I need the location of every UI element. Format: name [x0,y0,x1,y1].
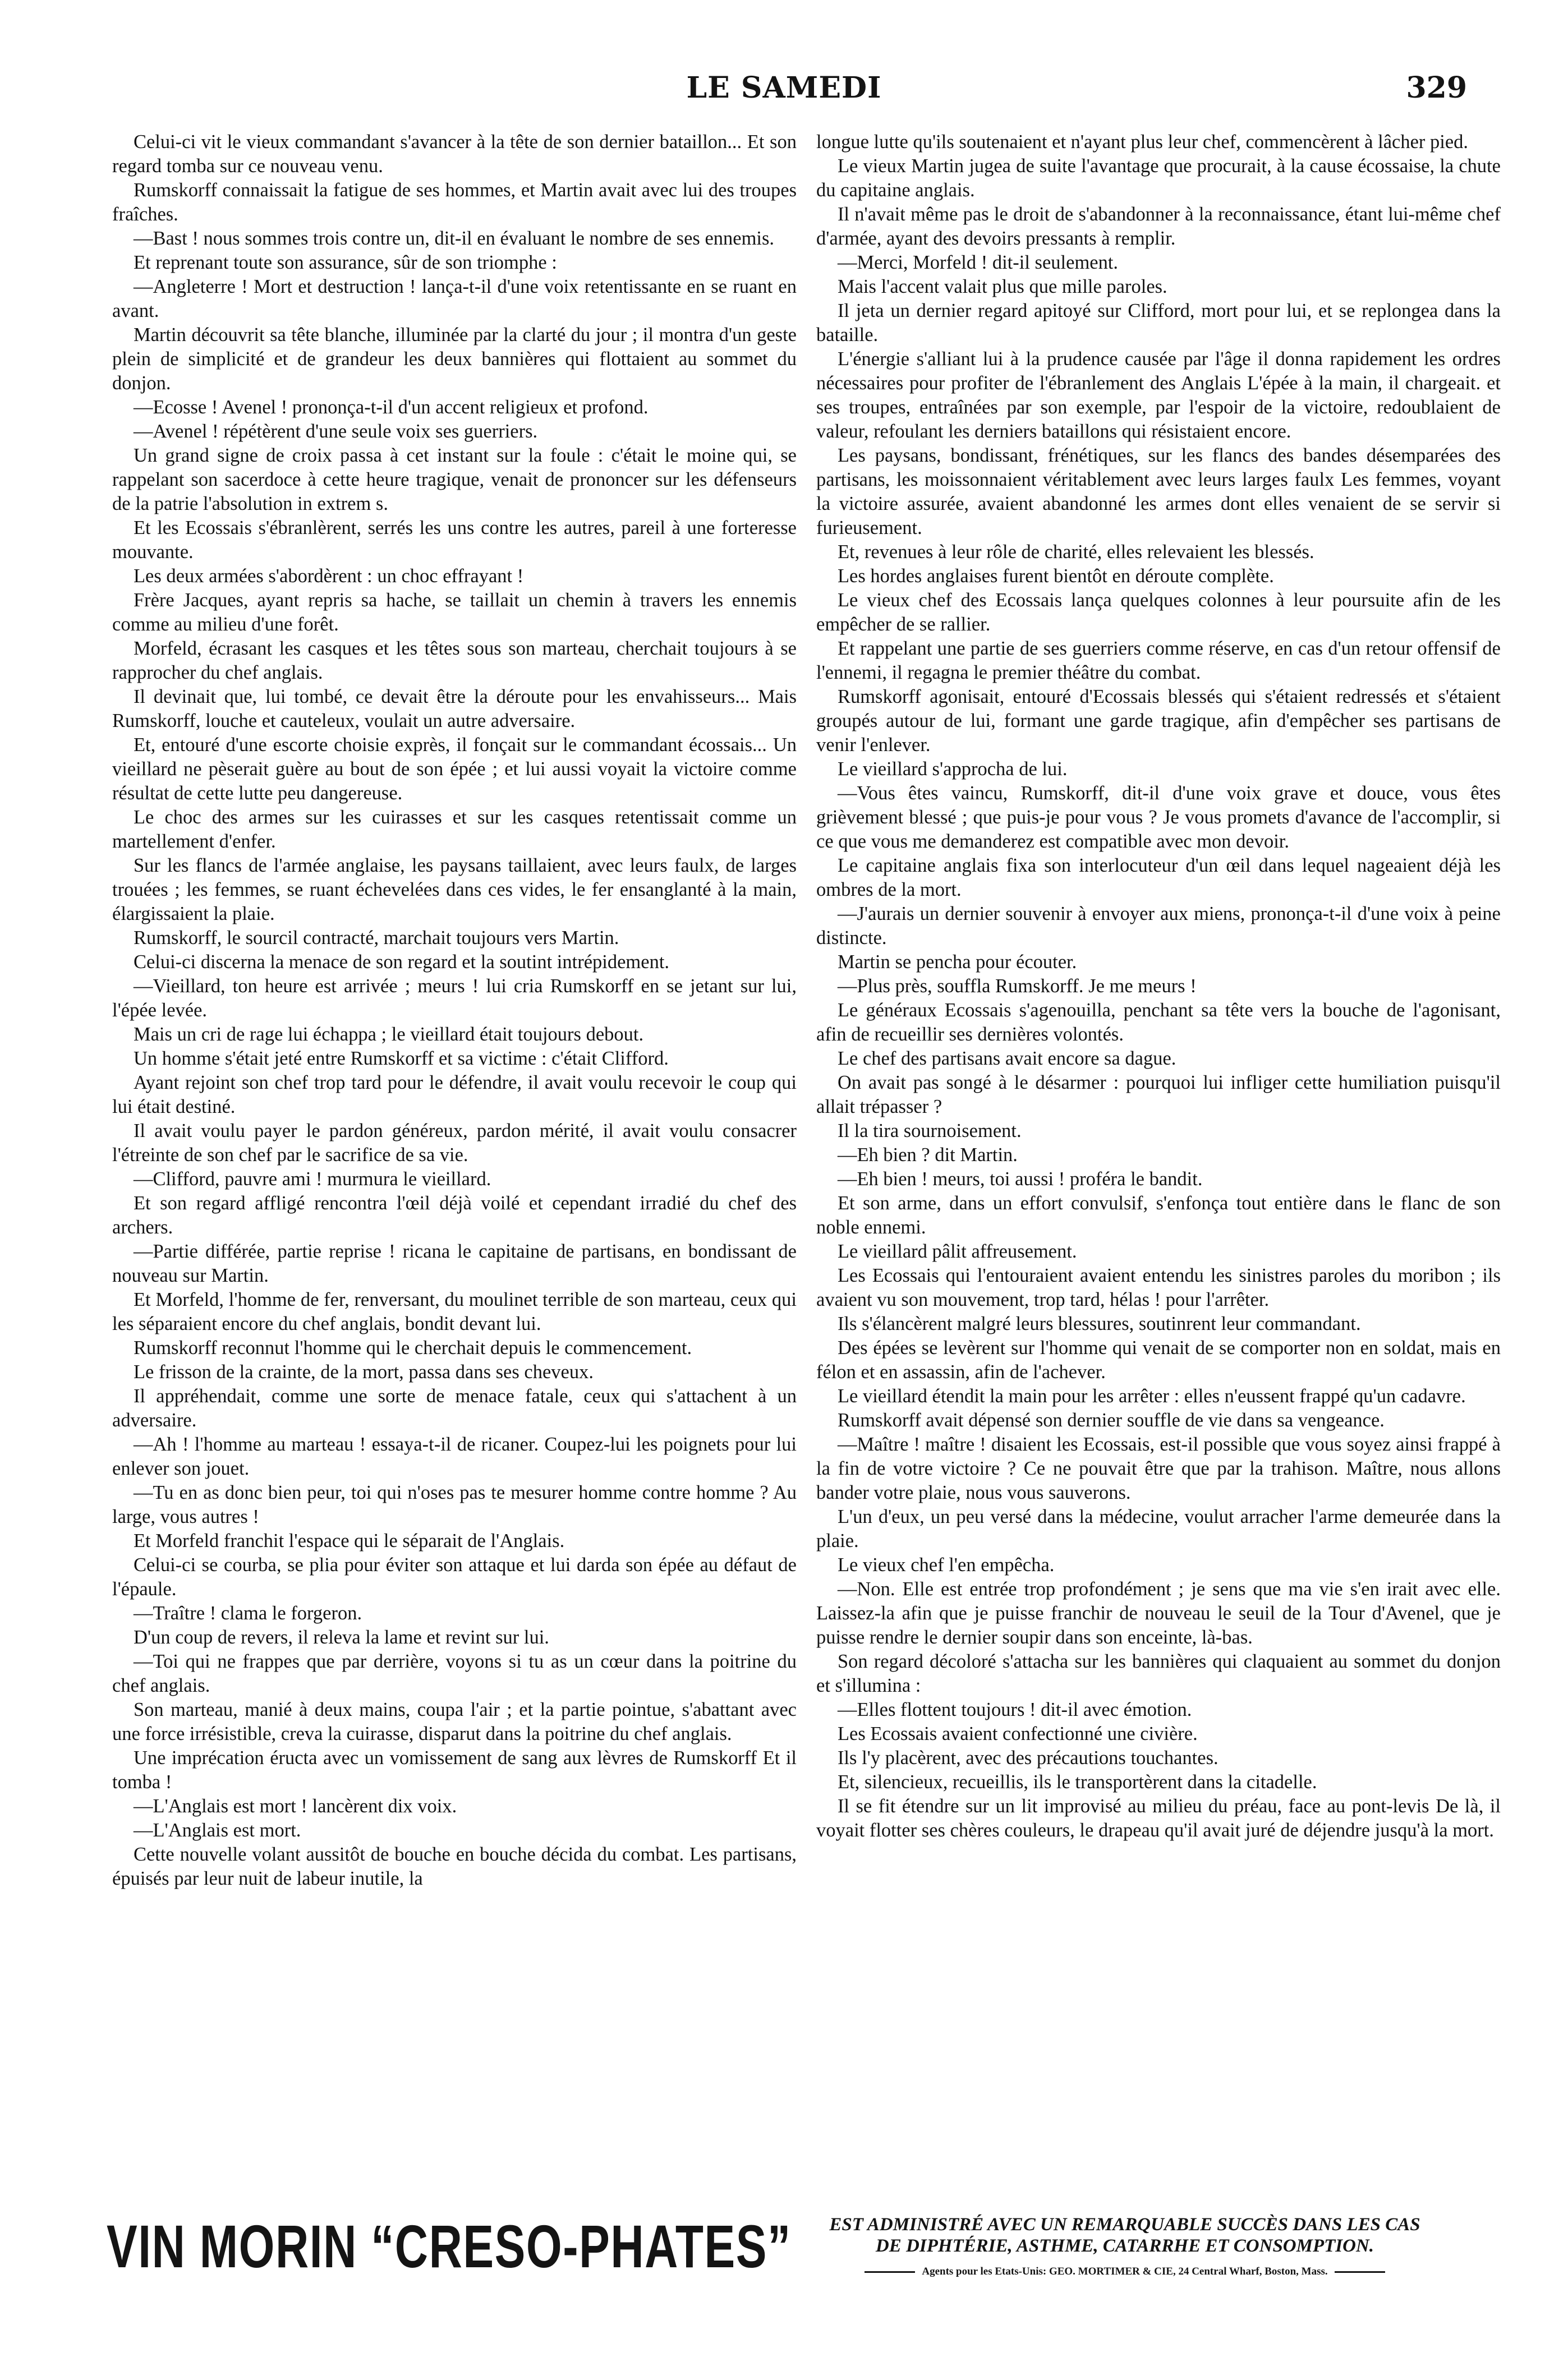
ad-description [788,2214,1461,2257]
paragraph: Il appréhendait, comme une sorte de menace fatale, ceux qui s'attachent à un adversaire. [112,1385,797,1431]
paragraph: Et son arme, dans un effort convulsif, s'enfonça tout entière dans le flanc de son noble ennemi. [816,1193,1501,1238]
paragraph: Le choc des armes sur les cuirasses et sur les casques retentissait comme un martellement d'enfer. [112,807,797,852]
paragraph: Et les Ecossais s'ébranlèrent, serrés les uns contre les autres, pareil à une forteresse mouvante. [112,517,797,563]
paragraph: On avait pas songé à le désarmer : pourquoi lui infliger cette humiliation puisqu'il allait trépasser ? [816,1072,1501,1117]
paragraph: Le capitaine anglais fixa son interlocuteur d'un œil dans lequel nageaient déjà les ombres de la mort. [816,855,1501,900]
paragraph: Il se fit étendre sur un lit improvisé au milieu du préau, face au pont-levis De là, il voyait flotter ses chères couleurs, le drapeau qu'il avait juré de déjendre jusqu'à la mort. [816,1796,1501,1841]
paragraph: Le vieillard pâlit affreusement. [837,1241,1077,1262]
paragraph: Le vieux chef des Ecossais lança quelques colonnes à leur poursuite afin de les empêcher de se rallier. [816,590,1501,635]
paragraph: Il n'avait même pas le droit de s'abandonner à la reconnaissance, étant lui-même chef d'armée, ayant des devoirs pressants à remplir. [816,204,1501,249]
paragraph: —Eh bien ! meurs, toi aussi ! proféra le bandit. [837,1168,1203,1190]
paragraph: —L'Anglais est mort ! lancèrent dix voix. [133,1796,457,1817]
paragraph: Les Ecossais qui l'entouraient avaient entendu les sinistres paroles du moribon ; ils avaient vu son mouvement, trop tard, hélas ! pour l'arrêter. [816,1265,1501,1310]
paragraph: —Traître ! clama le forgeron. [133,1603,362,1624]
paragraph: Ils s'élancèrent malgré leurs blessures, soutinrent leur commandant. [837,1313,1361,1334]
paragraph: —Non. Elle est entrée trop profondément ; je sens que ma vie s'en irait avec elle. Laissez-la afin que je puisse franchir de nouveau le seuil de la Tour d'Avenel, que je puisse rendre le dernier soupir dans son enceinte, là-bas. [816,1578,1501,1648]
paragraph: Il la tira sournoisement. [837,1120,1022,1141]
paragraph: Les hordes anglaises furent bientôt en déroute complète. [837,565,1274,587]
paragraph: Il jeta un dernier regard apitoyé sur Clifford, mort pour lui, et se replongea dans la bataille. [816,300,1501,346]
paragraph: —Vieillard, ton heure est arrivée ; meurs ! lui cria Rumskorff en se jetant sur lui, l'épée levée. [112,975,797,1021]
paragraph: Le frisson de la crainte, de la mort, passa dans ses cheveux. [133,1361,594,1383]
paragraph: Et, silencieux, recueillis, ils le transportèrent dans la citadelle. [837,1771,1317,1793]
paragraph: Ayant rejoint son chef trop tard pour le défendre, il avait voulu recevoir le coup qui lui était destiné. [112,1072,797,1117]
paragraph: —Elles flottent toujours ! dit-il avec émotion. [837,1699,1192,1720]
rule-left [865,2271,915,2273]
left-column [112,130,797,1891]
paragraph: Sur les flancs de l'armée anglaise, les paysans taillaient, avec leurs faulx, de larges trouées ; les femmes, se ruant échevelées dans ces vides, le fer ensanglanté à la main, élargissaient la plaie. [112,855,797,924]
ad-text-line-1: EST ADMINISTRÉ AVEC UN REMARQUABLE SUCCÈS DANS LES CAS [829,2215,1420,2235]
paragraph: Il devinait que, lui tombé, ce devait être la déroute pour les envahisseurs... Mais Rumskorff, louche et cauteleux, voulait un autre adversaire. [112,686,797,731]
paragraph: Cette nouvelle volant aussitôt de bouche en bouche décida du combat. Les partisans, épuisés par leur nuit de labeur inutile, la [112,1844,797,1889]
ad-brand-name: VIN MORIN “CRESO-PHATES” [107,2212,792,2280]
paragraph: Des épées se levèrent sur l'homme qui venait de se comporter non en soldat, mais en félon et en assassin, afin de l'achever. [816,1337,1501,1383]
paragraph: Le vieux chef l'en empêcha. [837,1554,1055,1576]
paragraph: Mais l'accent valait plus que mille paroles. [837,276,1167,297]
paragraph: Son marteau, manié à deux mains, coupa l'air ; et la partie pointue, s'abattant avec une force irrésistible, creva la cuirasse, disparut dans la poitrine du chef anglais. [112,1699,797,1744]
publication-title: LE SAMEDI [686,71,882,105]
rule-right [1335,2271,1385,2273]
paragraph: Les Ecossais avaient confectionné une civière. [837,1723,1198,1744]
paragraph: Le généraux Ecossais s'agenouilla, penchant sa tête vers la bouche de l'agonisant, afin de recueillir ses dernières volontés. [816,1000,1501,1045]
paragraph: Celui-ci vit le vieux commandant s'avancer à la tête de son dernier bataillon... Et son regard tomba sur ce nouveau venu. [112,131,797,177]
paragraph: —L'Anglais est mort. [133,1820,301,1841]
page-number: 329 [1406,71,1467,105]
paragraph: Celui-ci discerna la menace de son regard et la soutint intrépidement. [133,951,670,973]
paragraph: L'un d'eux, un peu versé dans la médecine, voulut arracher l'arme demeurée dans la plaie. [816,1506,1501,1552]
paragraph: Ils l'y placèrent, avec des précautions touchantes. [837,1747,1218,1769]
paragraph: Les deux armées s'abordèrent : un choc effrayant ! [133,565,524,587]
paragraph: —Avenel ! répétèrent d'une seule voix ses guerriers. [133,421,538,442]
paragraph: Martin découvrit sa tête blanche, illuminée par la clarté du jour ; il montra d'un geste plein de simplicité et de grandeur les deux bannières qui flottaient au sommet du donjon. [112,324,797,394]
paragraph: —Tu en as donc bien peur, toi qui n'oses pas te mesurer homme contre homme ? Au large, vous autres ! [112,1482,797,1527]
paragraph: Son regard décoloré s'attacha sur les bannières qui claquaient au sommet du donjon et s'illumina : [816,1651,1501,1696]
advertisement [107,2207,1464,2319]
right-column [816,130,1501,1843]
paragraph: Les paysans, bondissant, frénétiques, sur les flancs des bandes désemparées des partisans, les moissonnaient véritablement avec leurs larges faulx Les femmes, voyant la victoire assurée, avaient abandonné les armes dont elles venaient de se servir si furieusement. [816,445,1501,538]
paragraph: longue lutte qu'ils soutenaient et n'ayant plus leur chef, commencèrent à lâcher pied. [816,131,1469,153]
paragraph: Il avait voulu payer le pardon généreux, pardon mérité, il avait voulu consacrer l'étreinte de son chef par le sacrifice de sa vie. [112,1120,797,1166]
paragraph: L'énergie s'alliant lui à la prudence causée par l'âge il donna rapidement les ordres nécessaires pour profiter de l'ébranlement des Anglais L'épée à la main, il chargeait. et ses troupes, entraînées par son exemple, par l'espoir de la victoire, redoublaient de valeur, refoulant les derniers bataillons qui résistaient encore. [816,348,1501,442]
paragraph: Rumskorff reconnut l'homme qui le cherchait depuis le commencement. [133,1337,692,1359]
paragraph: Celui-ci se courba, se plia pour éviter son attaque et lui darda son épée au défaut de l'épaule. [112,1554,797,1600]
paragraph: Rumskorff, le sourcil contracté, marchait toujours vers Martin. [133,927,619,949]
paragraph: Rumskorff agonisait, entouré d'Ecossais blessés qui s'étaient redressés et s'étaient groupés autour de lui, formant une garde tragique, afin d'empêcher ses partisans de venir l'enlever. [816,686,1501,756]
paragraph: Et Morfeld franchit l'espace qui le séparait de l'Anglais. [133,1530,565,1552]
paragraph: —Partie différée, partie reprise ! ricana le capitaine de partisans, en bondissant de nouveau sur Martin. [112,1241,797,1286]
paragraph: Et rappelant une partie de ses guerriers comme réserve, en cas d'un retour offensif de l'ennemi, il regagna le premier théâtre du combat. [816,638,1501,683]
paragraph: —Vous êtes vaincu, Rumskorff, dit-il d'une voix grave et douce, vous êtes grièvement blessé ; que puis-je pour vous ? Je vous promets d'avance de l'accomplir, si ce que vous me demanderez est compatible avec mon devoir. [816,782,1501,852]
ad-text-line-2: DE DIPHTÉRIE, ASTHME, CATARRHE ET CONSOMPTION. [875,2236,1374,2256]
paragraph: —Angleterre ! Mort et destruction ! lança-t-il d'une voix retentissante en se ruant en avant. [112,276,797,321]
paragraph: —Eh bien ? dit Martin. [837,1144,1018,1166]
paragraph: —Maître ! maître ! disaient les Ecossais, est-il possible que vous soyez ainsi frappé à la fin de votre victoire ? Ce ne pouvait être que par la trahison. Maître, nous allons bander votre plaie, nous vous sauverons. [816,1434,1501,1503]
paragraph: Le vieillard étendit la main pour les arrêter : elles n'eussent frappé qu'un cadavre. [837,1385,1466,1407]
paragraph: Et Morfeld, l'homme de fer, renversant, du moulinet terrible de son marteau, ceux qui les séparaient encore du chef anglais, bondit devant lui. [112,1289,797,1334]
paragraph: —Plus près, souffla Rumskorff. Je me meurs ! [837,975,1197,997]
paragraph: —Ah ! l'homme au marteau ! essaya-t-il de ricaner. Coupez-lui les poignets pour lui enlever son jouet. [112,1434,797,1479]
paragraph: —Bast ! nous sommes trois contre un, dit-il en évaluant le nombre de ses ennemis. [133,228,775,249]
paragraph: Le vieux Martin jugea de suite l'avantage que procurait, à la cause écossaise, la chute du capitaine anglais. [816,155,1501,201]
paragraph: Et, revenues à leur rôle de charité, elles relevaient les blessés. [837,541,1314,563]
paragraph: —Ecosse ! Avenel ! prononça-t-il d'un accent religieux et profond. [133,397,649,418]
paragraph: Le vieillard s'approcha de lui. [837,758,1068,780]
paragraph: Un grand signe de croix passa à cet instant sur la foule : c'était le moine qui, se rappelant son sacerdoce à cette heure tragique, venait de prononcer sur les défenseurs de la patrie l'absolution in extrem s. [112,445,797,514]
paragraph: Un homme s'était jeté entre Rumskorff et sa victime : c'était Clifford. [133,1048,669,1069]
paragraph: Martin se pencha pour écouter. [837,951,1077,973]
ad-agents-text: Agents pour les Etats-Unis: GEO. MORTIMER & CIE, 24 Central Wharf, Boston, Mass. [922,2266,1328,2277]
paragraph: Morfeld, écrasant les casques et les têtes sous son marteau, cherchait toujours à se rapprocher du chef anglais. [112,638,797,683]
paragraph: Et son regard affligé rencontra l'œil déjà voilé et cependant irradié du chef des archers. [112,1193,797,1238]
paragraph: —Toi qui ne frappes que par derrière, voyons si tu as un cœur dans la poitrine du chef anglais. [112,1651,797,1696]
paragraph: —Merci, Morfeld ! dit-il seulement. [837,252,1119,273]
paragraph: Une imprécation éructa avec un vomissement de sang aux lèvres de Rumskorff Et il tomba ! [112,1747,797,1793]
paragraph: —J'aurais un dernier souvenir à envoyer aux miens, prononça-t-il d'une voix à peine distincte. [816,903,1501,949]
paragraph: Rumskorff connaissait la fatigue de ses hommes, et Martin avait avec lui des troupes fraîches. [112,179,797,225]
paragraph: Le chef des partisans avait encore sa dague. [837,1048,1176,1069]
paragraph: —Clifford, pauvre ami ! murmura le vieillard. [133,1168,491,1190]
paragraph: Frère Jacques, ayant repris sa hache, se taillait un chemin à travers les ennemis comme au milieu d'une forêt. [112,590,797,635]
paragraph: Rumskorff avait dépensé son dernier souffle de vie dans sa vengeance. [837,1410,1385,1431]
paragraph: Et, entouré d'une escorte choisie exprès, il fonçait sur le commandant écossais... Un vieillard ne pèserait guère au bout de son épée ; et lui aussi voyait la victoire comme résultat de cette lutte peu dangereuse. [112,734,797,804]
ad-agents-line [788,2266,1461,2278]
page-header [101,71,1467,116]
paragraph: D'un coup de revers, il releva la lame et revint sur lui. [133,1627,549,1648]
paragraph: Et reprenant toute son assurance, sûr de son triomphe : [133,252,557,273]
paragraph: Mais un cri de rage lui échappa ; le vieillard était toujours debout. [133,1024,644,1045]
